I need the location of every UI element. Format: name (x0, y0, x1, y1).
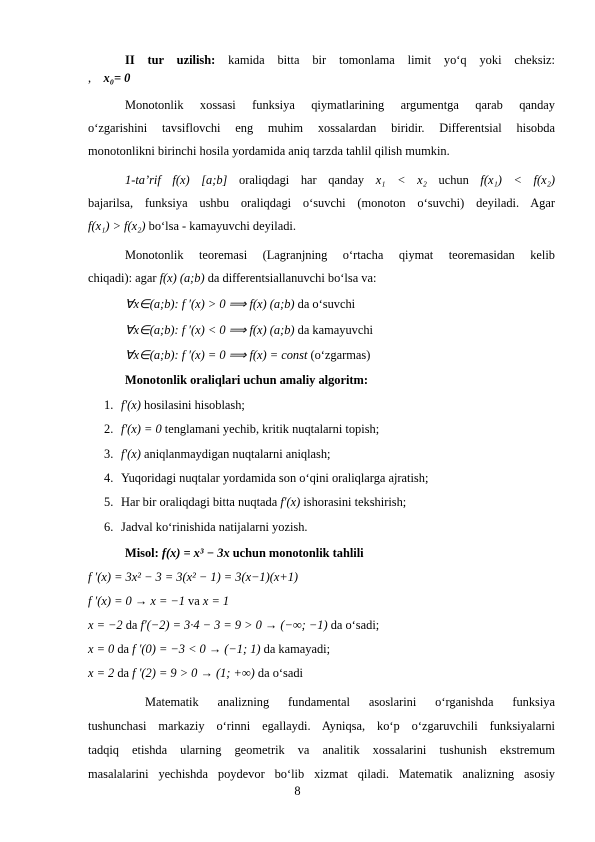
step-desc-tail: ishorasini tekshirish; (300, 495, 407, 509)
p3-text-b: uchun (426, 173, 481, 187)
example-line-5 (88, 665, 555, 681)
example-formula: x = −2 (88, 618, 123, 632)
p4-line-2 (88, 270, 555, 286)
example-function: f(x) = x³ − 3x (161, 546, 230, 560)
example-text: va (184, 594, 203, 608)
step-text (121, 494, 406, 510)
example-label: Misol: (125, 546, 162, 560)
p3-x1x2: x₁ < x₂ (375, 173, 427, 187)
example-line-1 (88, 569, 555, 585)
rule-increasing (125, 296, 555, 312)
p2-line-1: Monotonlik xossasi funksiya qiymatlarining argumentga qarab qanday (125, 98, 555, 112)
example-formula: f ′(x) = 3x² − 3 = 3(x² − 1) = 3(x−1)(x+1) (88, 570, 299, 584)
p1-x0: x₀= 0 (103, 71, 131, 85)
example-heading (125, 545, 555, 561)
p1-line-1 (125, 52, 555, 68)
example-line-2 (88, 593, 555, 609)
example-line-3 (88, 617, 555, 633)
rule-tail: da kamayuvchi (294, 323, 373, 337)
step-text (121, 470, 428, 486)
example-heading-tail: uchun monotonlik tahlili (229, 546, 364, 560)
step-number: 3. (104, 447, 114, 461)
example-text-tail: da o‘sadi; (327, 618, 380, 632)
step-number: 2. (104, 422, 114, 436)
p1-text: kamida bitta bir tomonlama limit yo‘q yoki cheksiz: (215, 53, 555, 67)
step-formula: f′(x) (280, 495, 301, 509)
p5-line-4: masalalarini yechishda poydevor bo‘lib xizmat qiladi. Matematik analizning asosiy (88, 767, 555, 781)
p3-line-1 (125, 172, 555, 188)
example-formula-2: f ′(2) = 9 > 0 → (1; +∞) (132, 666, 255, 680)
example-formula: x = 2 (88, 666, 115, 680)
p3-fx: f(x) [a;b] (160, 173, 228, 187)
step-text (121, 519, 308, 535)
p3-line-3 (88, 218, 555, 234)
p3-line-2: bajarilsa, funksiya ushbu oraliqdagi o‘suvchi (monoton o‘suvchi) deyiladi. Agar (88, 196, 555, 210)
step-desc: Yuqoridagi nuqtalar yordamida son o‘qini oraliqlarga ajratish; (121, 471, 429, 485)
example-text: da (114, 666, 133, 680)
p4-line-1: Monotonlik teoremasi (Lagranjning o‘rtacha qiymat teoremasidan kelib (125, 248, 555, 262)
step-text (121, 421, 379, 437)
example-formula-2: f′(−2) = 3·4 − 3 = 9 > 0 → (−∞; −1) (140, 618, 328, 632)
rule-decreasing (125, 322, 555, 338)
example-formula: x = 0 (88, 642, 115, 656)
rule-condition: ∀x∈(a;b): f ′(x) > 0 ⟹ f(x) (a;b) (125, 297, 295, 311)
step-number: 5. (104, 495, 114, 509)
example-line-4 (88, 641, 555, 657)
step-text (121, 397, 245, 413)
step-number: 1. (104, 398, 114, 412)
p4-fx: f(x) (a;b) (159, 271, 205, 285)
example-formula-2: f ′(0) = −3 < 0 → (−1; 1) (132, 642, 261, 656)
step-desc: Jadval ko‘rinishida natijalarni yozish. (121, 520, 308, 534)
step-formula: f′(x) (121, 447, 141, 461)
p3-ineq: f(x₁) > f(x₂) (88, 219, 146, 233)
example-text-tail: da kamayadi; (260, 642, 331, 656)
p2-line-2: o‘zgarishini tavsiflovchi eng muhim xossalardan biridir. Differentsial hisobda (88, 121, 555, 135)
rule-constant (125, 347, 555, 363)
step-number: 4. (104, 471, 114, 485)
p3-fx1fx2: f(x₁) < f(x₂) (480, 173, 555, 187)
p3-text-c: bo‘lsa - kamayuvchi deyiladi. (145, 219, 296, 233)
p1-line-2 (88, 70, 555, 86)
p1-label: II tur uzilish: (125, 53, 216, 67)
rule-condition: ∀x∈(a;b): f ′(x) = 0 ⟹ f(x) = const (125, 348, 308, 362)
page-number: 8 (294, 784, 301, 798)
p5-line-3: tadqiq etishda ularning geometrik va analitik xossalarini tushunish ekstremum (88, 743, 555, 757)
step-number: 6. (104, 520, 114, 534)
step-formula: f′(x) (121, 398, 141, 412)
p4-text-b: da differentsiallanuvchi bo‘lsa va: (204, 271, 377, 285)
step-desc: hosilasini hisoblash; (140, 398, 245, 412)
rule-tail: da o‘suvchi (294, 297, 356, 311)
step-desc: aniqlanmaydigan nuqtalarni aniqlash; (140, 447, 331, 461)
example-formula: f ′(x) = 0 → x = −1 (88, 594, 185, 608)
rule-condition: ∀x∈(a;b): f ′(x) < 0 ⟹ f(x) (a;b) (125, 323, 295, 337)
p2-line-3: monotonlikni birinchi hosila yordamida aniq tarzda tahlil qilish mumkin. (88, 144, 450, 158)
definition-label: 1-ta’rif (125, 173, 161, 187)
p5-line-2: tushunchasi markaziy o‘rinni egallaydi. Ayniqsa, ko‘p o‘zgaruvchili funksiyalarni (88, 719, 555, 733)
step-desc: Har bir oraliqdagi bitta nuqtada (121, 495, 281, 509)
example-text-tail: da o‘sadi (254, 666, 303, 680)
rule-tail: (o‘zgarmas) (307, 348, 371, 362)
example-text: da (122, 618, 141, 632)
example-formula-2: x = 1 (202, 594, 230, 608)
p1-comma: , (88, 71, 92, 85)
step-formula: f′(x) = 0 (121, 422, 162, 436)
algorithm-heading: Monotonlik oraliqlari uchun amaliy algoritm: (125, 373, 369, 387)
p5-line-1: Matematik analizning fundamental asoslarini o‘rganishda funksiya (145, 695, 555, 709)
example-text: da (114, 642, 133, 656)
p3-text-a: oraliqdagi har qanday (227, 173, 376, 187)
step-desc: tenglamani yechib, kritik nuqtalarni topish; (161, 422, 380, 436)
p4-text-a: chiqadi): agar (88, 271, 160, 285)
step-text (121, 446, 331, 462)
